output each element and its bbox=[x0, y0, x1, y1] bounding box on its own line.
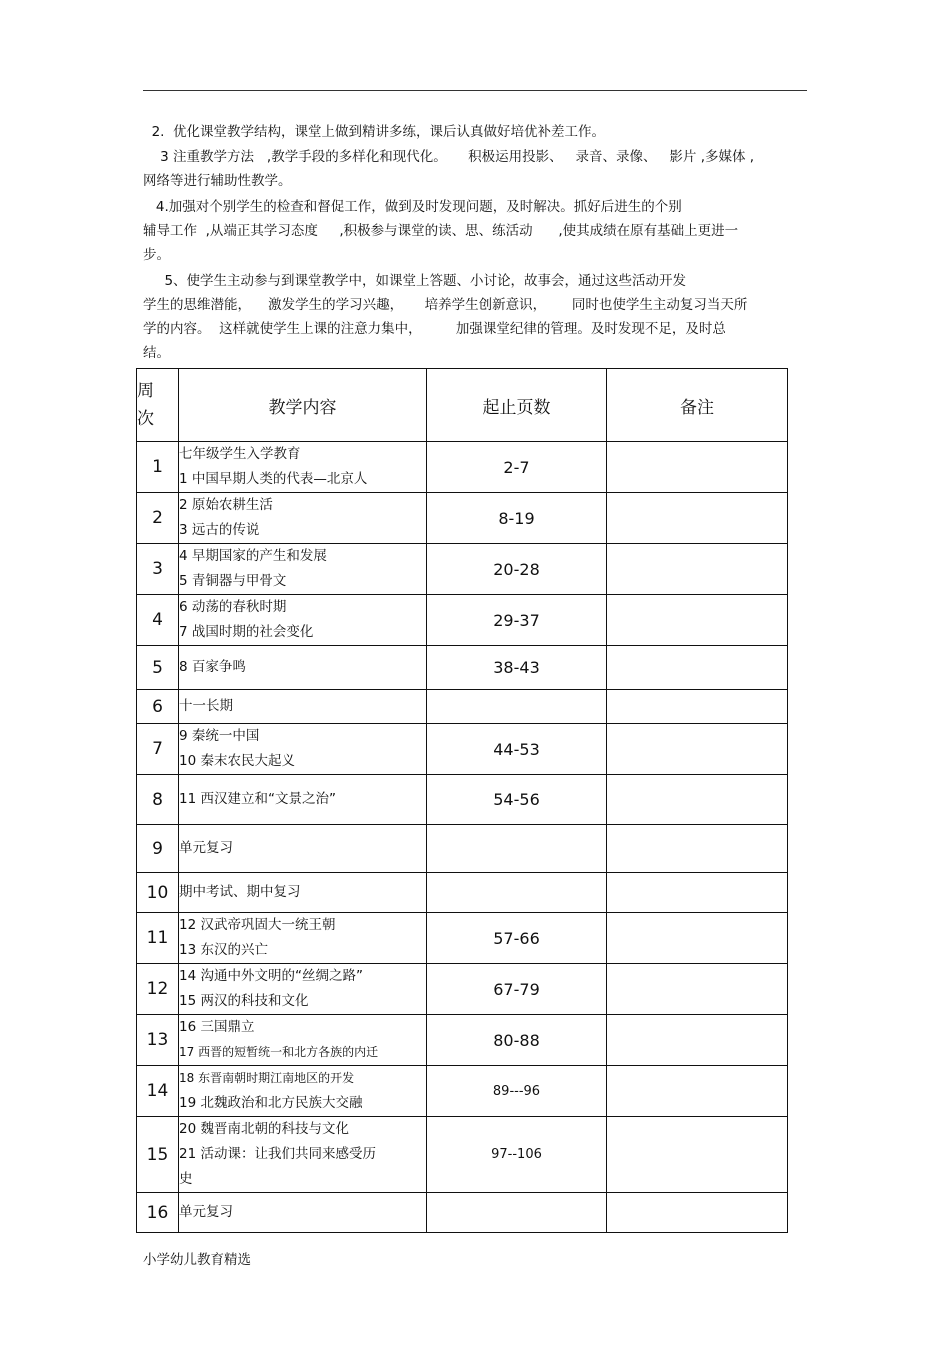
table-row bbox=[137, 1066, 788, 1117]
content-line: 七年级学生入学教育 bbox=[179, 446, 301, 462]
paragraph-line: 学的内容。 这样就使学生上课的注意力集中， 加强课堂纪律的管理。及时发现不足，及时总 bbox=[143, 321, 726, 337]
content-cell bbox=[179, 913, 427, 964]
pages-cell: 67-79 bbox=[427, 964, 607, 1015]
content-line: 21 活动课：让我们共同来感受历 bbox=[179, 1146, 376, 1162]
note-cell bbox=[607, 442, 788, 493]
content-line: 2 原始农耕生活 bbox=[179, 497, 273, 513]
content-line: 史 bbox=[179, 1171, 193, 1187]
header-note: 备注 bbox=[607, 369, 788, 442]
content-cell bbox=[179, 442, 427, 493]
content-cell bbox=[179, 825, 427, 873]
pages-cell bbox=[427, 825, 607, 873]
note-cell bbox=[607, 964, 788, 1015]
week-cell: 9 bbox=[137, 825, 179, 873]
pages-cell bbox=[427, 690, 607, 724]
note-cell bbox=[607, 913, 788, 964]
note-cell bbox=[607, 1066, 788, 1117]
note-cell bbox=[607, 873, 788, 913]
content-cell bbox=[179, 964, 427, 1015]
content-line: 19 北魏政治和北方民族大交融 bbox=[179, 1095, 363, 1111]
table-row bbox=[137, 595, 788, 646]
paragraph-5 bbox=[143, 269, 811, 365]
content-line: 8 百家争鸣 bbox=[179, 659, 246, 675]
note-cell bbox=[607, 825, 788, 873]
pages-cell bbox=[427, 873, 607, 913]
content-line: 6 动荡的春秋时期 bbox=[179, 599, 287, 615]
paragraph-3 bbox=[143, 145, 811, 193]
week-cell: 5 bbox=[137, 646, 179, 690]
pages-cell: 80-88 bbox=[427, 1015, 607, 1066]
table-row bbox=[137, 913, 788, 964]
paragraph-line: 4.加强对个别学生的检查和督促工作，做到及时发现问题，及时解决。抓好后进生的个别 bbox=[143, 199, 682, 215]
pages-cell: 54-56 bbox=[427, 775, 607, 825]
week-cell: 2 bbox=[137, 493, 179, 544]
content-line: 十一长期 bbox=[179, 698, 233, 714]
table-row bbox=[137, 1193, 788, 1233]
teaching-schedule-table bbox=[136, 368, 788, 1233]
paragraph-line: 结。 bbox=[143, 345, 170, 361]
note-cell bbox=[607, 1193, 788, 1233]
note-cell bbox=[607, 493, 788, 544]
content-line: 10 秦末农民大起义 bbox=[179, 753, 295, 769]
table-row bbox=[137, 775, 788, 825]
content-line: 20 魏晋南北朝的科技与文化 bbox=[179, 1121, 349, 1137]
content-line: 7 战国时期的社会变化 bbox=[179, 624, 314, 640]
content-line: 4 早期国家的产生和发展 bbox=[179, 548, 327, 564]
content-cell bbox=[179, 1193, 427, 1233]
content-line: 9 秦统一中国 bbox=[179, 728, 260, 744]
content-line: 期中考试、期中复习 bbox=[179, 884, 301, 900]
content-line: 3 远古的传说 bbox=[179, 522, 260, 538]
table-row bbox=[137, 442, 788, 493]
table-row bbox=[137, 690, 788, 724]
table-row bbox=[137, 1015, 788, 1066]
header-week-line: 周 bbox=[137, 381, 154, 401]
table-row bbox=[137, 825, 788, 873]
content-line: 17 西晋的短暂统一和北方各族的内迁 bbox=[179, 1045, 379, 1059]
note-cell bbox=[607, 1015, 788, 1066]
week-cell: 15 bbox=[137, 1117, 179, 1193]
note-cell bbox=[607, 724, 788, 775]
table-row bbox=[137, 493, 788, 544]
content-line: 13 东汉的兴亡 bbox=[179, 942, 268, 958]
week-cell: 1 bbox=[137, 442, 179, 493]
content-line: 15 两汉的科技和文化 bbox=[179, 993, 309, 1009]
paragraph-line: 5、使学生主动参与到课堂教学中，如课堂上答题、小讨论，故事会，通过这些活动开发 bbox=[143, 273, 687, 289]
header-rule bbox=[143, 90, 807, 91]
pages-cell: 57-66 bbox=[427, 913, 607, 964]
pages-cell: 38-43 bbox=[427, 646, 607, 690]
content-cell bbox=[179, 775, 427, 825]
content-cell bbox=[179, 1015, 427, 1066]
table-header-row bbox=[137, 369, 788, 442]
table-row bbox=[137, 646, 788, 690]
content-line: 5 青铜器与甲骨文 bbox=[179, 573, 287, 589]
header-content: 教学内容 bbox=[179, 369, 427, 442]
table-row bbox=[137, 724, 788, 775]
paragraph-line: 辅导工作 ,从端正其学习态度 ,积极参与课堂的读、思、练活动 ,使其成绩在原有基础上更进一 bbox=[143, 223, 739, 239]
week-cell: 12 bbox=[137, 964, 179, 1015]
paragraph-line: 步。 bbox=[143, 247, 170, 263]
table-body bbox=[137, 442, 788, 1233]
paragraph-line: 网络等进行辅助性教学。 bbox=[143, 173, 292, 189]
pages-cell: 97--106 bbox=[427, 1117, 607, 1193]
note-cell bbox=[607, 690, 788, 724]
note-cell bbox=[607, 1117, 788, 1193]
content-cell bbox=[179, 690, 427, 724]
content-line: 14 沟通中外文明的“丝绸之路” bbox=[179, 968, 363, 984]
pages-cell: 8-19 bbox=[427, 493, 607, 544]
paragraph-line: 学生的思维潜能， 激发学生的学习兴趣， 培养学生创新意识， 同时也使学生主动复习当天所 bbox=[143, 297, 748, 313]
content-line: 单元复习 bbox=[179, 1204, 233, 1220]
week-cell: 10 bbox=[137, 873, 179, 913]
note-cell bbox=[607, 544, 788, 595]
header-week bbox=[137, 369, 179, 442]
content-line: 11 西汉建立和“文景之治” bbox=[179, 791, 336, 807]
week-cell: 11 bbox=[137, 913, 179, 964]
paragraph-2 bbox=[143, 120, 811, 144]
content-line: 1 中国早期人类的代表—北京人 bbox=[179, 471, 368, 487]
pages-cell bbox=[427, 1193, 607, 1233]
note-cell bbox=[607, 775, 788, 825]
content-line: 单元复习 bbox=[179, 840, 233, 856]
week-cell: 16 bbox=[137, 1193, 179, 1233]
footer-text: 小学幼儿教育精选 bbox=[143, 1252, 251, 1268]
content-cell bbox=[179, 724, 427, 775]
content-cell bbox=[179, 493, 427, 544]
week-cell: 7 bbox=[137, 724, 179, 775]
content-cell bbox=[179, 1117, 427, 1193]
content-cell bbox=[179, 544, 427, 595]
table-row bbox=[137, 1117, 788, 1193]
header-week-line: 次 bbox=[137, 409, 154, 429]
week-cell: 4 bbox=[137, 595, 179, 646]
pages-cell: 20-28 bbox=[427, 544, 607, 595]
week-cell: 3 bbox=[137, 544, 179, 595]
table-row bbox=[137, 964, 788, 1015]
note-cell bbox=[607, 646, 788, 690]
pages-cell: 89---96 bbox=[427, 1066, 607, 1117]
content-cell bbox=[179, 595, 427, 646]
table-row bbox=[137, 544, 788, 595]
content-cell bbox=[179, 1066, 427, 1117]
week-cell: 6 bbox=[137, 690, 179, 724]
content-line: 12 汉武帝巩固大一统王朝 bbox=[179, 917, 336, 933]
paragraph-4 bbox=[143, 195, 811, 267]
pages-cell: 29-37 bbox=[427, 595, 607, 646]
week-cell: 14 bbox=[137, 1066, 179, 1117]
content-cell bbox=[179, 646, 427, 690]
content-line: 16 三国鼎立 bbox=[179, 1019, 255, 1035]
content-line: 18 东晋南朝时期江南地区的开发 bbox=[179, 1071, 355, 1085]
table-row bbox=[137, 873, 788, 913]
week-cell: 13 bbox=[137, 1015, 179, 1066]
content-cell bbox=[179, 873, 427, 913]
pages-cell: 2-7 bbox=[427, 442, 607, 493]
note-cell bbox=[607, 595, 788, 646]
header-pages: 起止页数 bbox=[427, 369, 607, 442]
paragraph-line: 2. 优化课堂教学结构，课堂上做到精讲多练，课后认真做好培优补差工作。 bbox=[143, 124, 606, 140]
paragraph-line: 3 注重教学方法 ,教学手段的多样化和现代化。 积极运用投影、 录音、录像、 影片 ,多媒体 , bbox=[143, 149, 755, 165]
week-cell: 8 bbox=[137, 775, 179, 825]
pages-cell: 44-53 bbox=[427, 724, 607, 775]
